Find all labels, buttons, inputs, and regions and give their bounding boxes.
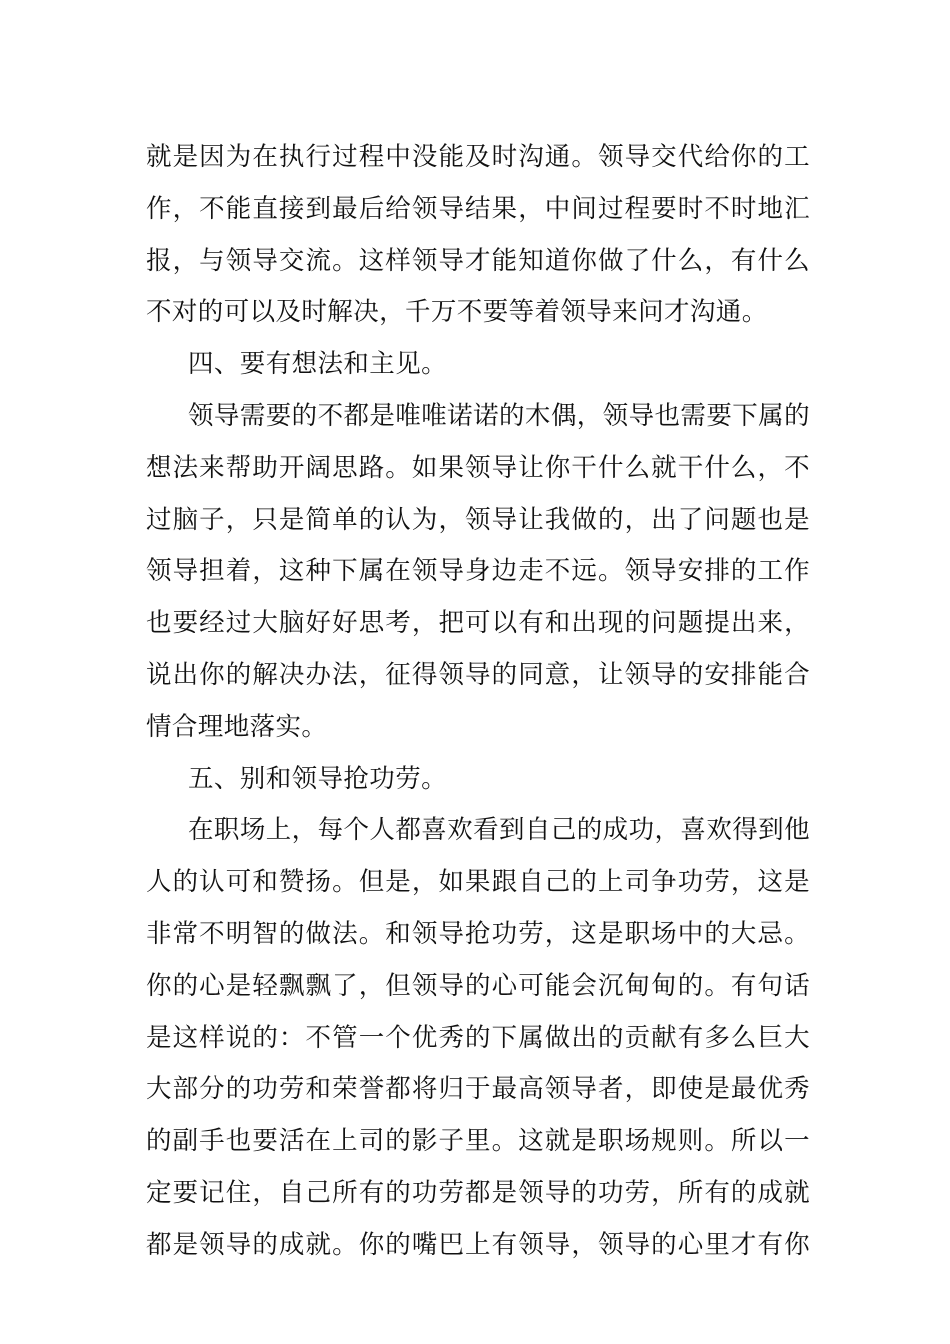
text-line: 作，不能直接到最后给领导结果，中间过程要时不时地汇 <box>146 193 810 224</box>
text-line: 的副手也要活在上司的影子里。这就是职场规则。所以一 <box>146 1126 810 1157</box>
text-line: 你的心是轻飘飘了，但领导的心可能会沉甸甸的。有句话 <box>146 970 810 1001</box>
text-line: 人的认可和赞扬。但是，如果跟自己的上司争功劳，这是 <box>146 867 810 898</box>
text-line: 是这样说的：不管一个优秀的下属做出的贡献有多么巨大 <box>146 1022 810 1053</box>
text-line: 情合理地落实。 <box>146 711 328 742</box>
body-text <box>146 132 810 1272</box>
text-line: 想法来帮助开阔思路。如果领导让你干什么就干什么，不 <box>146 452 810 483</box>
text-line: 定要记住，自己所有的功劳都是领导的功劳，所有的成就 <box>146 1177 810 1208</box>
text-line: 领导需要的不都是唯唯诺诺的木偶，领导也需要下属的 <box>188 400 810 431</box>
section-heading: 五、别和领导抢功劳。 <box>188 763 448 794</box>
text-line: 说出你的解决办法，征得领导的同意，让领导的安排能合 <box>146 659 810 690</box>
text-line: 领导担着，这种下属在领导身边走不远。领导安排的工作 <box>146 556 810 587</box>
text-line: 都是领导的成就。你的嘴巴上有领导，领导的心里才有你 <box>146 1229 810 1260</box>
text-line: 也要经过大脑好好思考，把可以有和出现的问题提出来， <box>146 608 810 639</box>
text-line: 过脑子，只是简单的认为，领导让我做的，出了问题也是 <box>146 504 810 535</box>
text-line: 非常不明智的做法。和领导抢功劳，这是职场中的大忌。 <box>146 918 810 949</box>
section-heading: 四、要有想法和主见。 <box>188 349 448 380</box>
text-line: 报，与领导交流。这样领导才能知道你做了什么，有什么 <box>146 245 810 276</box>
text-line: 在职场上，每个人都喜欢看到自己的成功，喜欢得到他 <box>188 815 810 846</box>
text-line: 大部分的功劳和荣誉都将归于最高领导者，即使是最优秀 <box>146 1074 810 1105</box>
text-line: 就是因为在执行过程中没能及时沟通。领导交代给你的工 <box>146 142 810 172</box>
text-line: 不对的可以及时解决，千万不要等着领导来问才沟通。 <box>146 297 768 328</box>
